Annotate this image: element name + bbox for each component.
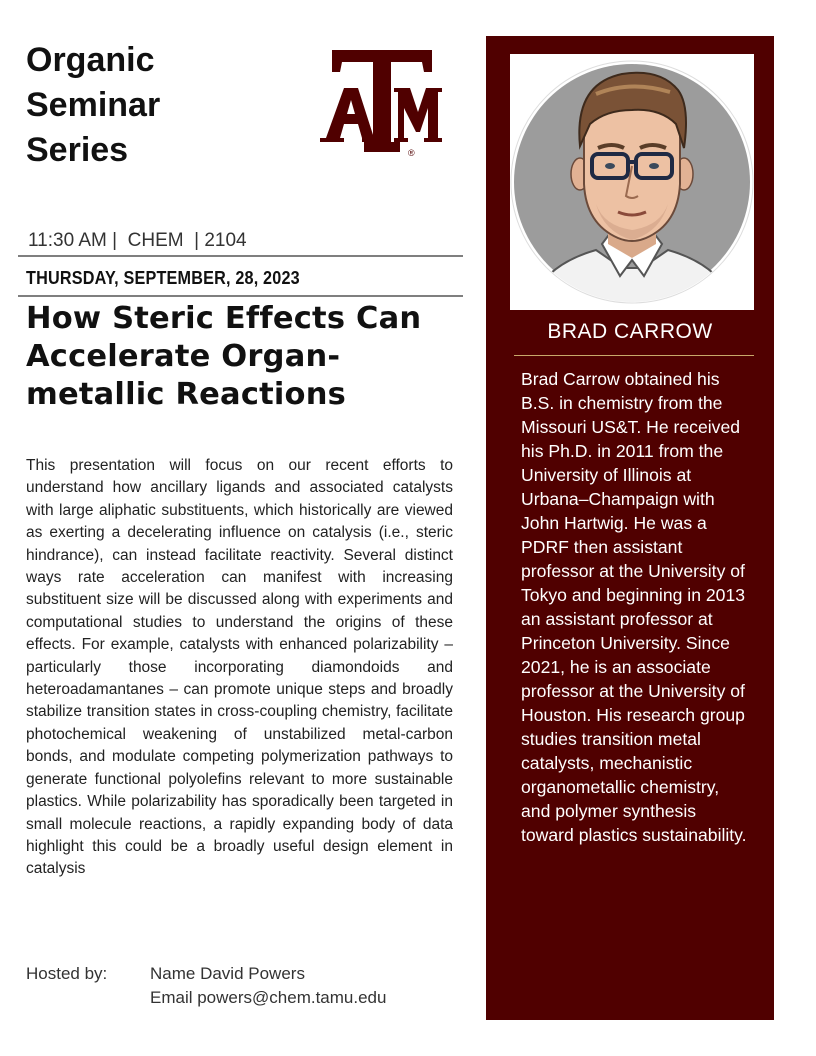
- talk-title-line: How Steric Effects Can: [26, 301, 422, 336]
- atm-logo: [318, 50, 446, 158]
- speaker-name: BRAD CARROW: [547, 320, 713, 343]
- talk-title: [26, 300, 466, 414]
- divider: [514, 355, 754, 356]
- series-title-line: Series: [26, 131, 129, 169]
- speaker-bio-panel: [486, 36, 774, 1020]
- series-title-line: Organic: [26, 41, 155, 79]
- registered-mark: ®: [408, 148, 415, 158]
- talk-title-line: Accelerate Organ-: [26, 339, 341, 374]
- host-email: Email powers@chem.tamu.edu: [150, 988, 387, 1007]
- talk-abstract: This presentation will focus on our recent efforts to understand how ancillary ligands and associated catalysts with large aliphatic substituents, which historically are viewed as exerting a decelerating influence on catalysis (i.e., steric hindrance), can instead facilitate reactivity. Several distinct ways rate acceleration can manifest with increasing substituent size will be discussed along with experiments and computational studies to understand the origins of these effects. For example, catalysts with enhanced polarizability – particularly those incorporating diamondoids and heteroadamantanes – can promote unique steps and broadly stabilize transition states in cross-coupling chemistry, facilitate photochemical weakening of unstabilized metal-carbon bonds, and modulate competing polymerization pathways to generate functional polyolefins relevant to more sustainable plastics. While polarizability has sporadically been targeted in small molecule reactions, a rapidly expanding body of data highlight this could be a broadly useful design element in catalysis: [26, 457, 453, 878]
- speaker-avatar-illustration: [510, 54, 754, 310]
- talk-title-line: metallic Reactions: [26, 377, 346, 412]
- series-title: [26, 38, 266, 173]
- series-title-line: Seminar: [26, 86, 161, 124]
- divider: [18, 295, 463, 297]
- hosted-by-label: Hosted by:: [26, 964, 108, 983]
- event-time-location: 11:30 AM | CHEM | 2104: [28, 230, 247, 251]
- speaker-portrait: [510, 54, 754, 310]
- divider: [18, 255, 463, 257]
- host-name: Name David Powers: [150, 964, 305, 983]
- event-date: THURSDAY, SEPTEMBER, 28, 2023: [26, 268, 300, 288]
- speaker-bio: Brad Carrow obtained his B.S. in chemistry from the Missouri US&T. He received his Ph.D. in 2011 from the University of Illinois at Urbana–Champaign with John Hartwig. He was a PDRF then assistant professor at the University of Tokyo and beginning in 2013 an assistant professor at Princeton University. Since 2021, he is an associate professor at the University of Houston. His research group studies transition metal catalysts, mechanistic organometallic chemistry, and polymer synthesis toward plastics sustainability.: [521, 369, 747, 845]
